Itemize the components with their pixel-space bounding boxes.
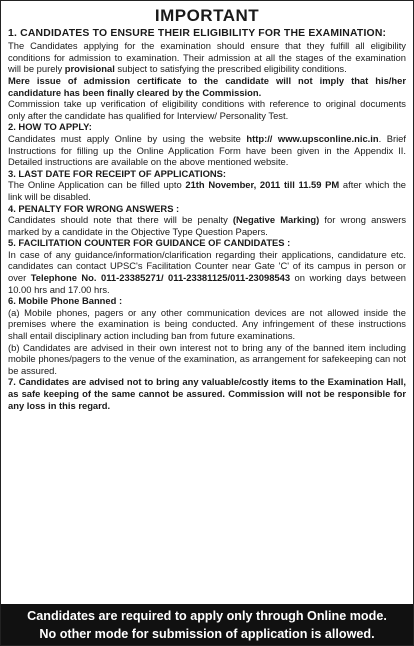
section-5-heading: 5. FACILITATION COUNTER FOR GUIDANCE OF CANDIDATES : — [8, 237, 291, 249]
section-eligibility — [8, 28, 406, 121]
section-2-website-link[interactable]: http:// www.upsconline.nic.in — [246, 132, 379, 144]
footer-line-2: No other mode for submission of application is allowed. — [39, 627, 375, 641]
section-2-text-a: Candidates must apply Online by using the website — [8, 132, 247, 144]
notice-title: IMPORTANT — [154, 6, 260, 25]
section-2-heading: 2. HOW TO APPLY: — [8, 121, 92, 133]
section-3-paragraph — [8, 179, 406, 202]
section-4-text-b: for wrong answers marked by a candidate in the Objective Type Question Papers. — [8, 214, 407, 237]
section-4-negative-marking: (Negative Marking) — [232, 214, 320, 226]
section-penalty — [8, 203, 406, 238]
section-6-paragraph-a: (a) Mobile phones, pagers or any other communication devices are not allowed inside the premises where the examination is being conducted. Any infringement of these instructions shall entail disciplinary action including ban from future examinations. — [8, 306, 406, 342]
section-5-paragraph — [8, 249, 406, 295]
section-3-text-a: The Online Application can be filled upto — [8, 179, 186, 191]
section-valuables — [8, 376, 406, 411]
section-2-paragraph — [8, 133, 406, 168]
section-1-text-a: The Candidates applying for the examination should ensure that they fulfill all eligibility conditions for admission to examination. Their admission at all the stages of the examination will be purely — [8, 40, 406, 75]
section-4-heading: 4. PENALTY FOR WRONG ANSWERS : — [8, 202, 180, 214]
section-how-to-apply — [8, 121, 406, 167]
section-1-text-b: subject to satisfying the prescribed eligibility conditions. — [114, 63, 347, 75]
section-1-paragraph-3: Commission take up verification of eligibility conditions with reference to original documents only after the candidate has qualified for Interview/ Personality Test. — [8, 98, 406, 121]
section-1-provisional: provisional — [64, 63, 115, 75]
section-1-paragraph-2 — [8, 75, 406, 98]
section-5-text-b: on working days between 10.00 hrs and 17.00 hrs. — [8, 272, 406, 295]
section-5-text-a: In case of any guidance/information/clarification regarding their applications, candidature etc. candidates can contact UPSC's Facilitation Counter near Gate 'C' of its campus in person or over — [8, 248, 406, 284]
section-last-date — [8, 168, 406, 203]
section-1-heading: 1. CANDIDATES TO ENSURE THEIR ELIGIBILITY FOR THE EXAMINATION: — [8, 28, 387, 39]
section-4-paragraph — [8, 214, 406, 237]
section-3-deadline: 21th November, 2011 till 11.59 PM — [185, 179, 340, 191]
section-1-paragraph-1 — [8, 40, 406, 75]
footer-line-1: Candidates are required to apply only through Online mode. — [27, 609, 387, 623]
section-6-paragraph-b: (b) Candidates are advised in their own interest not to bring any of the banned item including mobile phones/pagers to the venue of the examination, as arrangement for safekeeping can not be assured. — [8, 341, 406, 376]
section-7-text: 7. Candidates are advised not to bring any valuable/costly items to the Examination Hall, as safe keeping of the same cannot be assured. Commission will not be responsible for any loss in this regard. — [8, 376, 406, 411]
section-2-text-b: . Brief Instructions for filling up the Online Application Form have been given in the Appendix II. Detailed instructions are available on the above mentioned website. — [8, 132, 406, 168]
section-6-heading: 6. Mobile Phone Banned : — [8, 295, 123, 307]
section-3-text-b: after which the link will be disabled. — [8, 179, 407, 202]
section-mobile-phone-banned — [8, 295, 406, 376]
section-facilitation-counter — [8, 237, 406, 295]
footer-banner — [1, 604, 413, 645]
section-5-telephone: Telephone No. 011-23385271/ 011-23381125/011-23098543 — [30, 272, 291, 284]
section-4-text-a: Candidates should note that there will be penalty — [8, 214, 233, 226]
section-1-admission-note: Mere issue of admission certificate to the candidate will not imply that his/her candidature has been finally cleared by the Commission. — [8, 74, 406, 98]
section-3-heading: 3. LAST DATE FOR RECEIPT OF APPLICATIONS: — [8, 167, 227, 179]
